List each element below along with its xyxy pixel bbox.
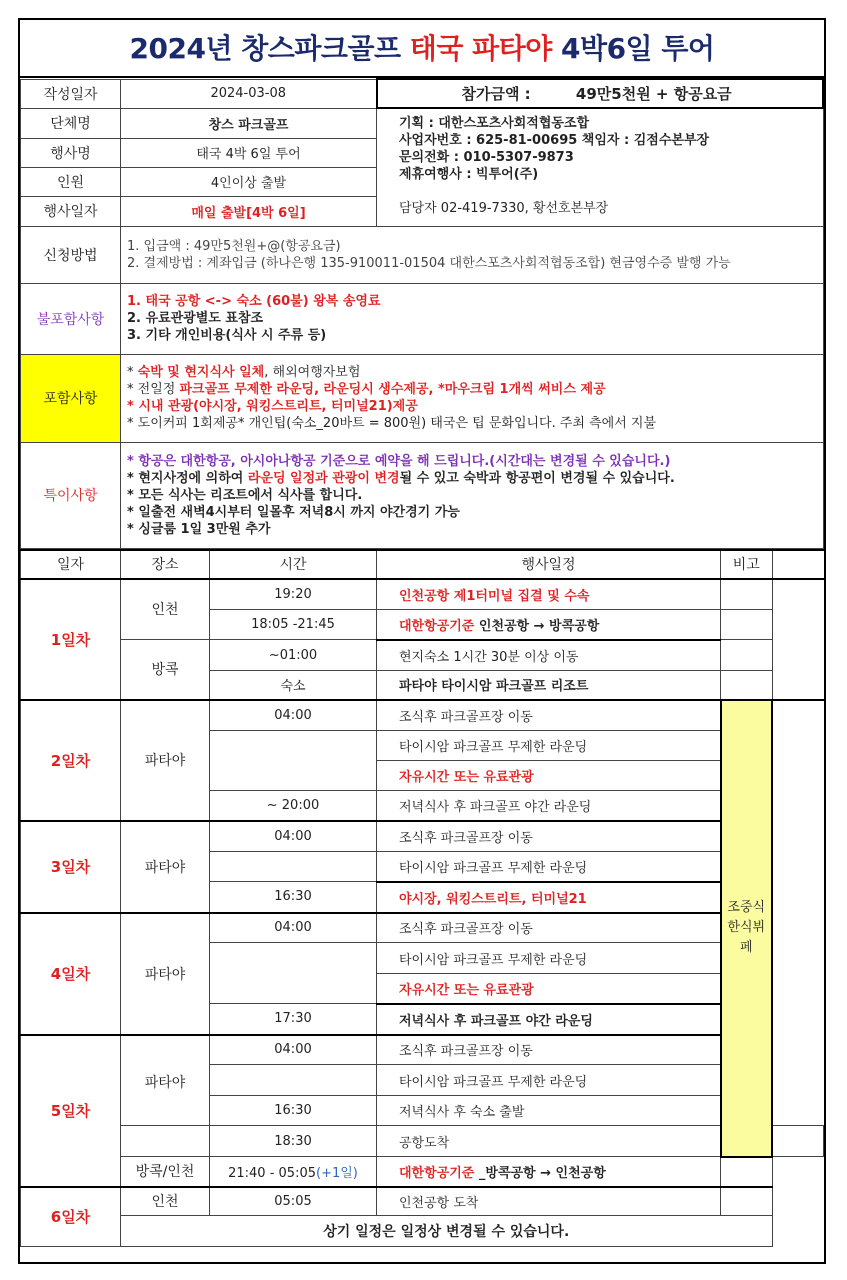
place-pattaya: 파타야: [121, 913, 210, 1035]
place-bkk-icn: 방콕/인천: [121, 1157, 210, 1187]
special-content: [121, 442, 824, 548]
place-pattaya: 파타야: [121, 821, 210, 913]
org-line: 문의전화 : 010-5307-9873: [399, 150, 574, 165]
day-2: 2일차: [21, 700, 121, 821]
time: 17:30: [210, 1004, 377, 1035]
meal-note: [721, 700, 773, 1157]
header-note: 비고: [721, 550, 773, 579]
time: 18:30: [210, 1126, 377, 1157]
included-highlight: 숙박 및 현지식사 일체: [137, 365, 265, 380]
group-label: 단체명: [21, 108, 121, 138]
plan: 인천공항 도착: [377, 1187, 721, 1216]
price-cell: [377, 79, 824, 108]
plan: [377, 1157, 721, 1187]
event-label: 행사명: [21, 138, 121, 167]
date-label: 작성일자: [21, 79, 121, 108]
plan: 타이시암 파크골프 무제한 라운딩: [377, 852, 721, 882]
plan: 조식후 파크골프장 이동: [377, 821, 721, 852]
time: 05:05: [210, 1187, 377, 1216]
time: 04:00: [210, 1035, 377, 1065]
special-line: [127, 470, 817, 487]
place: [121, 1126, 210, 1157]
plan: 현지숙소 1시간 30분 이상 이동: [377, 640, 721, 671]
included-highlight: 파크골프 무제한 라운딩, 라운딩시 생수제공, *마우크림 1개씩 써비스 제공: [179, 382, 606, 397]
excluded-line: 3. 기타 개인비용(식사 시 주류 등): [127, 328, 327, 343]
group-value: 창스 파크골프: [121, 108, 377, 138]
included-line-4: * 도이커피 1회제공* 개인팁(숙소_20바트 = 800원) 태국은 팁 문화입니다. 주최 측에서 지불: [127, 416, 657, 431]
title-part1: 2024년 창스파크골프: [129, 32, 410, 65]
plan: 자유시간 또는 유료관광: [377, 974, 721, 1004]
special-text: 될 수 있고 숙박과 항공편이 변경될 수 있습니다.: [399, 470, 675, 486]
meal-note-line: 조중식: [727, 900, 766, 915]
note: [772, 1126, 824, 1157]
plan: 저녁식사 후 파크골프 야간 라운딩: [377, 791, 721, 821]
bullet: *: [127, 365, 138, 380]
plan: 공항도착: [377, 1126, 721, 1157]
route: _방콕공항 → 인천공항: [474, 1165, 606, 1181]
special-label: 특이사항: [21, 442, 121, 548]
time: ~01:00: [210, 640, 377, 671]
next-day-mark: (+1일): [316, 1165, 358, 1181]
excluded-label: 불포함사항: [21, 283, 121, 354]
excluded-line: 2. 유료관광별도 표참조: [127, 311, 264, 326]
plan: 타이시암 파크골프 무제한 라운딩: [377, 1065, 721, 1096]
included-line-3: * 시내 관광(야시장, 워킹스트리트, 터미널21)제공: [127, 399, 418, 414]
special-line: * 항공은 대한항공, 아시아나항공 기준으로 예약을 해 드립니다.(시간대는 변경될 수 있습니다.): [127, 453, 671, 469]
place-incheon: 인천: [121, 1187, 210, 1216]
plan: 저녁식사 후 숙소 출발: [377, 1096, 721, 1126]
plan: 타이시암 파크골프 무제한 라운딩: [377, 731, 721, 761]
people-label: 인원: [21, 167, 121, 196]
time: 19:20: [210, 579, 377, 610]
time: [210, 1157, 377, 1187]
org-line: 기획 : 대한스포츠사회적협동조합: [399, 116, 590, 131]
special-highlight: 라운딩 일정과 관광이 변경: [247, 470, 400, 486]
day-6: 6일차: [21, 1187, 121, 1247]
plan: 조식후 파크골프장 이동: [377, 1035, 721, 1065]
page-title: [20, 20, 824, 78]
plan: 인천공항 제1터미널 집결 및 수속: [377, 579, 721, 610]
time: [210, 943, 377, 1004]
org-line: 제휴여행사 : 빅투어(주): [399, 167, 539, 182]
footer-notice: 상기 일정은 일정상 변경될 수 있습니다.: [121, 1216, 773, 1247]
time: 숙소: [210, 671, 377, 700]
route: 인천공항 → 방콕공항: [474, 618, 600, 634]
included-content: [121, 354, 824, 442]
note: [721, 610, 773, 640]
title-part2: 태국 파타야: [409, 32, 552, 65]
contact-line: 담당자 02-419-7330, 황선호본부장: [399, 201, 609, 216]
time: 04:00: [210, 913, 377, 943]
special-line: * 일출전 새벽4시부터 일몰후 저녁8시 까지 야간경기 가능: [127, 504, 460, 520]
time: 18:05 -21:45: [210, 610, 377, 640]
plan: [377, 610, 721, 640]
special-line: * 모든 식사는 리조트에서 식사를 합니다.: [127, 487, 363, 503]
included-label: 포함사항: [21, 354, 121, 442]
event-value: 태국 4박 6일 투어: [121, 138, 377, 167]
included-text: * 전일정: [127, 382, 180, 397]
eventdate-value: 매일 출발[4박 6일]: [121, 196, 377, 226]
place-pattaya: 파타야: [121, 1035, 210, 1126]
special-text: * 현지사정에 의하여: [127, 470, 248, 486]
airline-basis: 대한항공기준: [399, 618, 475, 634]
place-pattaya: 파타야: [121, 700, 210, 821]
time: [210, 731, 377, 791]
day-3: 3일차: [21, 821, 121, 913]
plan: 야시장, 워킹스트리트, 터미널21: [377, 882, 721, 913]
time: 16:30: [210, 882, 377, 913]
apply-label: 신청방법: [21, 226, 121, 283]
org-info: [377, 108, 824, 226]
header-place: 장소: [121, 550, 210, 579]
flight-time: 21:40 - 05:05: [228, 1165, 316, 1181]
note: [721, 671, 773, 700]
price-label: 참가금액 :: [461, 85, 531, 103]
note: [721, 1157, 773, 1187]
header-time: 시간: [210, 550, 377, 579]
note: [721, 1187, 773, 1216]
special-line: * 싱글룸 1일 3만원 추가: [127, 521, 271, 537]
plan: 조식후 파크골프장 이동: [377, 913, 721, 943]
time: 04:00: [210, 821, 377, 852]
org-line: 사업자번호 : 625-81-00695 책임자 : 김점수본부장: [399, 133, 710, 148]
title-part3: 4박6일 투어: [551, 32, 715, 65]
note: [721, 640, 773, 671]
time: 16:30: [210, 1096, 377, 1126]
airline-basis: 대한항공기준: [399, 1165, 475, 1181]
schedule-table: [20, 549, 824, 1248]
time: [210, 852, 377, 882]
time: 04:00: [210, 700, 377, 731]
day-5: 5일차: [21, 1035, 121, 1187]
header-day: 일자: [21, 550, 121, 579]
day-1: 1일차: [21, 579, 121, 700]
included-text: , 해외여행자보험: [264, 365, 361, 380]
meal-note-line: 한식뷔페: [727, 920, 766, 955]
plan: 자유시간 또는 유료관광: [377, 761, 721, 791]
time: ~ 20:00: [210, 791, 377, 821]
plan: 조식후 파크골프장 이동: [377, 700, 721, 731]
excluded-content: [121, 283, 824, 354]
note: [721, 579, 773, 610]
info-table: [20, 78, 824, 549]
itinerary-document: [18, 18, 826, 1264]
excluded-line: 1. 태국 공항 <-> 숙소 (60불) 왕복 송영료: [127, 294, 381, 309]
place-bangkok: 방콕: [121, 640, 210, 700]
date-value: 2024-03-08: [121, 79, 377, 108]
plan: 저녁식사 후 파크골프 야간 라운딩: [377, 1004, 721, 1035]
time: [210, 1065, 377, 1096]
people-value: 4인이상 출발: [121, 167, 377, 196]
day-4: 4일차: [21, 913, 121, 1035]
price-value: 49만5천원 + 항공요금: [575, 85, 732, 103]
apply-content: [121, 226, 824, 283]
header-plan: 행사일정: [377, 550, 721, 579]
place-incheon: 인천: [121, 579, 210, 640]
apply-line: 2. 결제방법 : 계좌입금 (하나은행 135-910011-01504 대한스포츠사회적협동조합) 현금영수증 발행 가능: [127, 255, 731, 271]
plan: 파타야 타이시암 파크골프 리조트: [377, 671, 721, 700]
eventdate-label: 행사일자: [21, 196, 121, 226]
included-line-1: [127, 364, 817, 381]
included-line-2: [127, 381, 817, 398]
plan: 타이시암 파크골프 무제한 라운딩: [377, 943, 721, 974]
apply-line: 1. 입금액 : 49만5천원+@(항공요금): [127, 238, 341, 254]
